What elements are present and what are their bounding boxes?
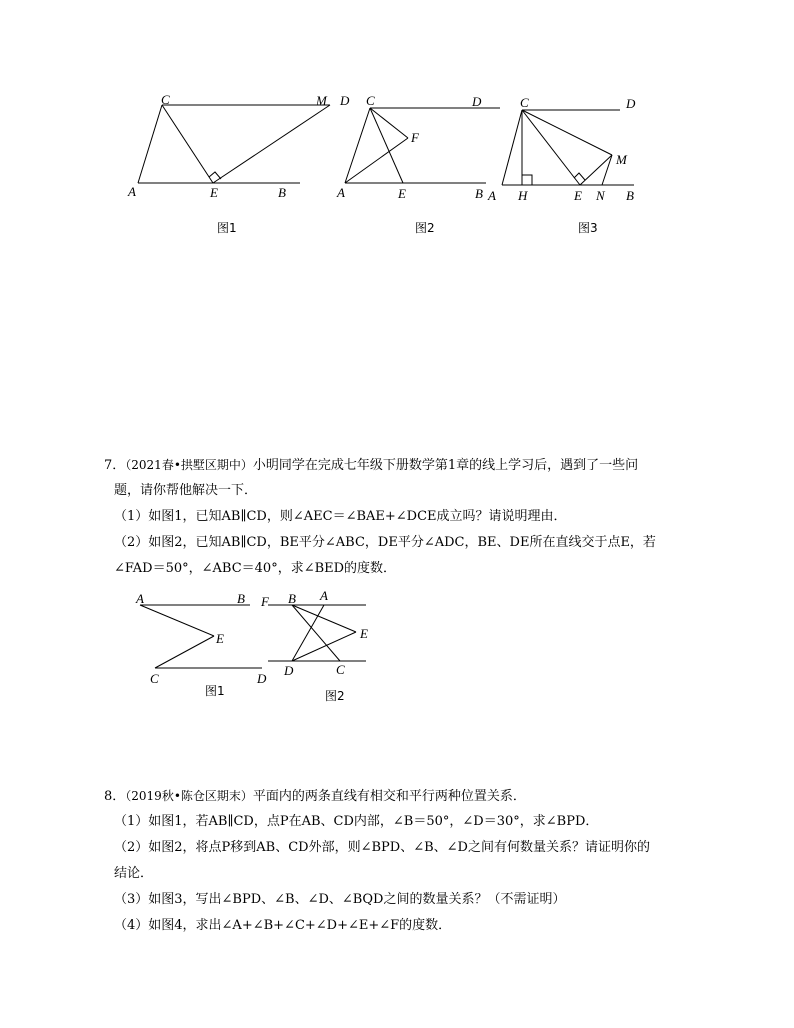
top-figures [0, 0, 794, 260]
fig-label: M [616, 152, 627, 167]
fig-label: E [574, 188, 582, 203]
fig-label: N [596, 188, 605, 203]
fig-label: B [626, 188, 634, 203]
problem-7-part-1: （1）如图1，已知AB∥CD，则∠AEC＝∠BAE+∠DCE成立吗？请说明理由． [114, 509, 567, 524]
fig-label: A [128, 184, 136, 199]
fig-label: B [278, 185, 286, 200]
fig-label: C [366, 93, 375, 108]
problem-7-part-2-cont: ∠FAD＝50°，∠ABC＝40°，求∠BED的度数． [114, 561, 397, 576]
fig-label: E [360, 626, 368, 641]
fig-label: D [626, 96, 636, 111]
fig-label: A [136, 591, 144, 606]
top-figure-1 [127, 92, 330, 235]
fig-label: B [475, 186, 483, 201]
fig-label: D [340, 93, 350, 108]
problem-8 [104, 783, 708, 939]
fig-label: D [257, 671, 267, 686]
fig-label: F [261, 594, 269, 609]
fig-label: H [518, 188, 528, 203]
fig-label: E [216, 631, 224, 646]
problem-8-part-3: （3）如图3，写出∠BPD、∠B、∠D、∠BQD之间的数量关系？（不需证明） [114, 892, 566, 907]
question-source: （2019秋•陈仓区期末） [125, 789, 253, 803]
fig-label: C [161, 92, 170, 107]
problem-8-part-2-cont: 结论． [114, 866, 154, 881]
fig-label: M [316, 93, 327, 108]
figure-caption: 图2 [415, 221, 435, 235]
top-figure-3 [487, 95, 636, 235]
p7-figure-1 [135, 591, 267, 698]
fig-label: C [336, 662, 345, 677]
question-source: （2021春•拱墅区期中） [125, 458, 253, 472]
fig-label: B [237, 591, 245, 606]
figure-caption: 图2 [325, 689, 345, 703]
figure-caption: 图3 [578, 221, 598, 235]
fig-label: D [284, 663, 294, 678]
question-text: 平面内的两条直线有相交和平行两种位置关系． [252, 789, 526, 804]
p7-figure-2 [260, 588, 368, 703]
fig-label: A [320, 588, 328, 603]
fig-label: D [472, 94, 482, 109]
problem-7-part-2: （2）如图2，已知AB∥CD，BE平分∠ABC，DE平分∠ADC，BE、DE所在直线交于点E，若 [114, 535, 656, 550]
fig-label: E [398, 186, 406, 201]
fig-label: E [210, 185, 218, 200]
problem-8-line-1 [104, 783, 708, 809]
problem-8-part-4: （4）如图4，求出∠A+∠B+∠C+∠D+∠E+∠F的度数． [114, 918, 452, 933]
question-text: 小明同学在完成七年级下册数学第1章的线上学习后，遇到了一些问 [252, 458, 639, 473]
question-number: 7． [104, 458, 126, 473]
fig-label: C [520, 95, 529, 110]
fig-label: B [288, 591, 296, 606]
fig-label: F [411, 130, 419, 145]
fig-label: A [488, 188, 496, 203]
figure-caption: 图1 [217, 221, 237, 235]
top-figure-2 [336, 93, 500, 235]
problem-7-line-1 [104, 452, 708, 478]
problem-8-part-1: （1）如图1，若AB∥CD，点P在AB、CD内部，∠B＝50°，∠D＝30°，求∠BPD． [114, 814, 599, 829]
problem-8-part-2: （2）如图2，将点P移到AB、CD外部，则∠BPD、∠B、∠D之间有何数量关系？请证明你的 [114, 840, 650, 855]
fig-label: A [337, 185, 345, 200]
question-number: 8． [104, 789, 126, 804]
problem-7-line-2: 题，请你帮他解决一下． [114, 483, 258, 498]
problem-7 [104, 452, 708, 582]
fig-label: C [150, 671, 159, 686]
figure-caption: 图1 [205, 684, 225, 698]
